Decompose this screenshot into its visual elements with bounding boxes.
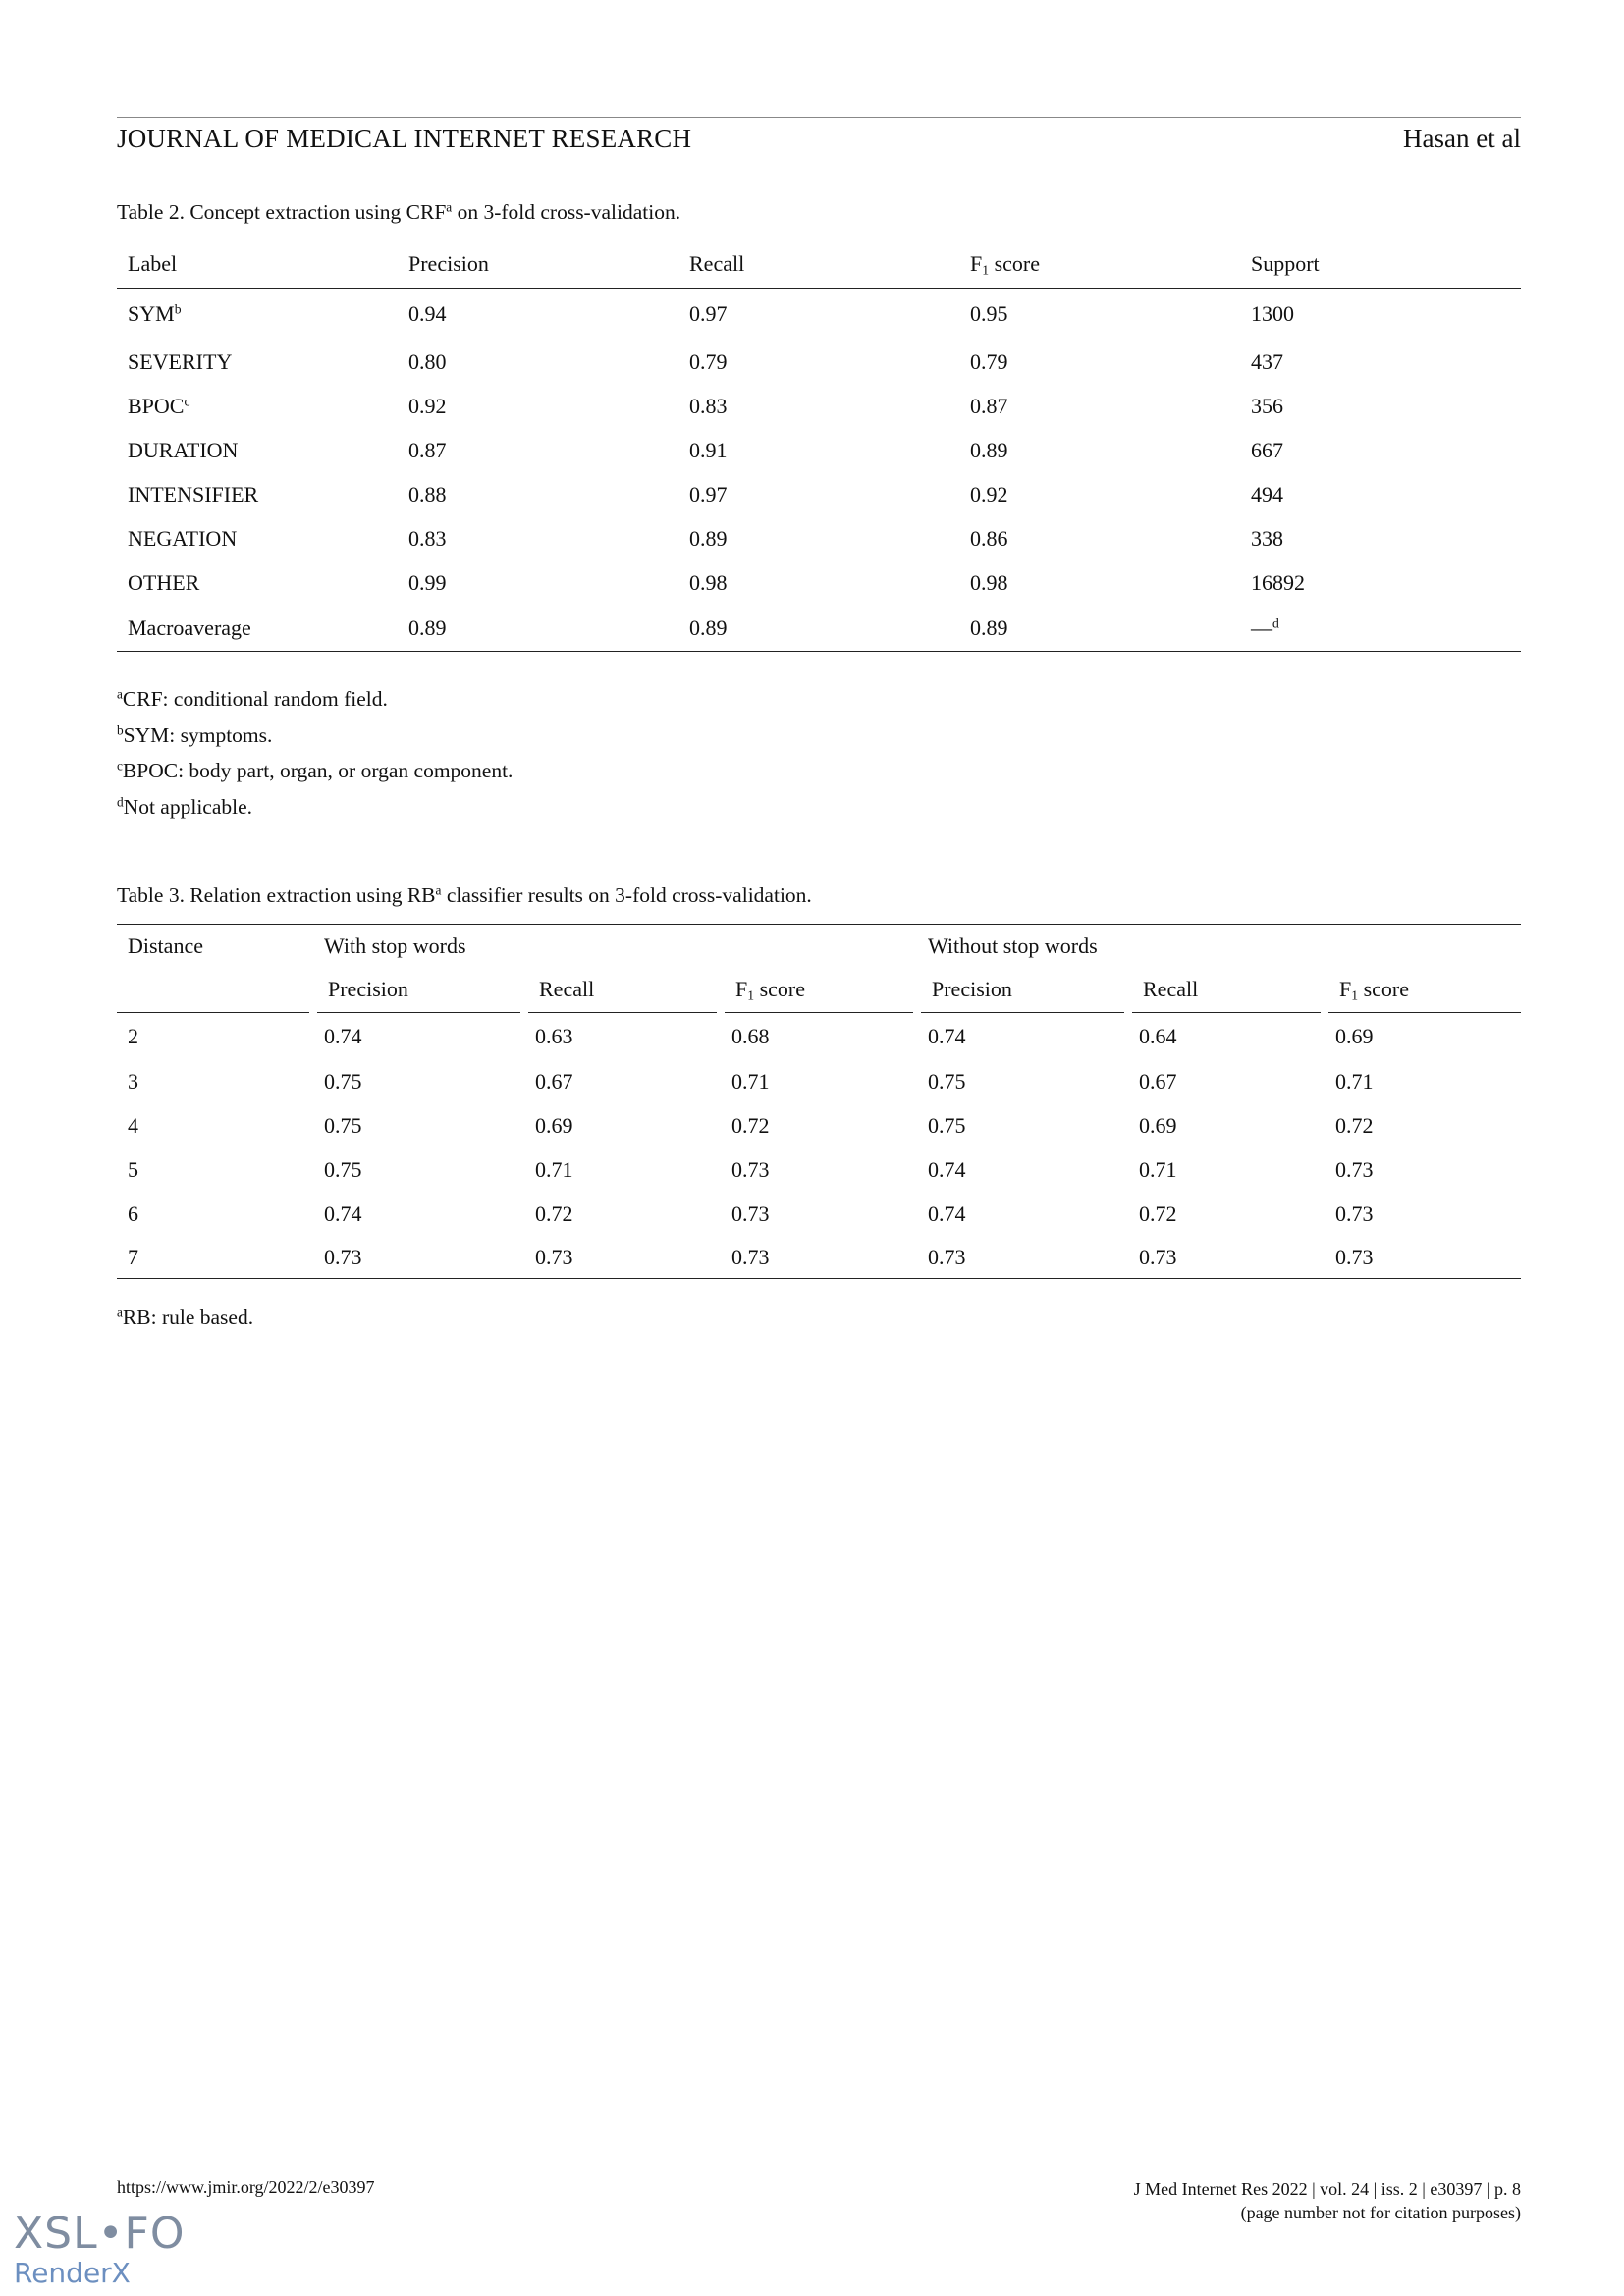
cell-distance: 2: [128, 1023, 138, 1048]
cell-f1: 0.87: [970, 394, 1008, 418]
support-text: 16892: [1251, 570, 1305, 595]
table3-caption: [117, 883, 812, 908]
table-row: [117, 473, 1521, 517]
cell-support: [1240, 289, 1521, 341]
cell-support: [1240, 341, 1521, 385]
footnote-mark: a: [117, 1305, 123, 1320]
table3-col-without-f1: [1325, 968, 1521, 1013]
f1-subscript: 1: [982, 262, 990, 278]
table-row: [117, 1104, 1521, 1148]
table-row: [117, 517, 1521, 561]
table3-caption-text: Table 3. Relation extraction using RB: [117, 883, 436, 907]
cell-label: [117, 429, 398, 473]
table2-col-f1: [959, 240, 1240, 289]
table3-body: [117, 1013, 1521, 1279]
cell-without-f1: 0.73: [1335, 1244, 1374, 1269]
cell-precision: 0.83: [408, 526, 447, 551]
footnote: [117, 723, 513, 760]
logo-renderx: RenderX: [14, 2257, 131, 2289]
table2-header-row: [117, 240, 1521, 289]
cell-without-f1: 0.73: [1335, 1201, 1374, 1226]
cell-without-precision: 0.74: [928, 1157, 966, 1182]
cell-with-recall: 0.72: [535, 1201, 573, 1226]
cell-f1: 0.79: [970, 349, 1008, 374]
cell-label: [117, 561, 398, 606]
support-text: 356: [1251, 394, 1283, 418]
cell-support: [1240, 429, 1521, 473]
citation-note: (page number not for citation purposes): [1240, 2203, 1521, 2222]
cell-without-precision: 0.75: [928, 1113, 966, 1138]
footnote-mark: b: [174, 301, 182, 317]
footer-citation: [1134, 2177, 1521, 2224]
cell-without-recall: 0.73: [1139, 1244, 1177, 1269]
support-text: 494: [1251, 482, 1283, 507]
table3-caption-footnote-mark: a: [435, 882, 442, 898]
table3-col-with-f1: [721, 968, 917, 1013]
page: [117, 0, 1521, 2296]
cell-label: [117, 606, 398, 652]
cell-distance: 6: [128, 1201, 138, 1226]
cell-distance: 4: [128, 1113, 138, 1138]
footnote: [117, 795, 513, 831]
cell-precision: 0.99: [408, 570, 447, 595]
table3-group-with-stop-words: With stop words: [324, 933, 466, 958]
f1-word: score: [994, 251, 1040, 276]
cell-without-precision: 0.75: [928, 1069, 966, 1094]
logo-xsl-fo: XSL•FO: [14, 2209, 186, 2259]
running-authors: Hasan et al: [1403, 124, 1521, 153]
cell-without-precision: 0.74: [928, 1023, 966, 1048]
journal-title: JOURNAL OF MEDICAL INTERNET RESEARCH: [117, 124, 692, 153]
cell-with-f1: 0.73: [731, 1157, 770, 1182]
cell-f1: 0.89: [970, 614, 1008, 640]
table-row: [117, 606, 1521, 652]
cell-label: [117, 473, 398, 517]
support-text: —: [1251, 614, 1272, 640]
table2-footnotes: [117, 687, 513, 830]
cell-recall: 0.97: [689, 482, 728, 507]
cell-without-f1: 0.69: [1335, 1023, 1374, 1048]
label-text: INTENSIFIER: [128, 482, 259, 507]
f1-subscript: 1: [747, 988, 755, 1003]
table2-col-label: Label: [128, 251, 178, 276]
table3-col-with-precision: Precision: [313, 968, 524, 1013]
cell-with-precision: 0.74: [324, 1201, 362, 1226]
table3-group-header-row: [117, 925, 1521, 968]
label-text: BPOC: [128, 394, 185, 418]
cell-recall: 0.97: [689, 301, 728, 327]
cell-precision: 0.94: [408, 301, 447, 327]
footnote-text: BPOC: body part, organ, or organ component.: [122, 759, 514, 782]
table2-caption-text: Table 2. Concept extraction using CRF: [117, 200, 447, 224]
footnote-mark: d: [117, 794, 124, 810]
cell-label: [117, 289, 398, 341]
f1-subscript: 1: [1351, 988, 1359, 1003]
cell-with-precision: 0.75: [324, 1113, 362, 1138]
table3-col-distance: Distance: [128, 933, 203, 958]
f1-prefix: F: [970, 251, 983, 276]
footnote-mark: b: [117, 722, 124, 738]
cell-precision: 0.89: [408, 614, 447, 640]
table3-col-without-recall: Recall: [1128, 968, 1325, 1013]
table-row: [117, 1148, 1521, 1193]
support-text: 667: [1251, 438, 1283, 462]
cell-with-precision: 0.74: [324, 1023, 362, 1048]
table2-caption-text-end: on 3-fold cross-validation.: [452, 200, 681, 224]
table3-footnotes: [117, 1306, 253, 1342]
cell-f1: 0.89: [970, 438, 1008, 462]
cell-distance: 7: [128, 1244, 138, 1269]
cell-with-f1: 0.73: [731, 1244, 770, 1269]
footnote: [117, 687, 513, 723]
support-text: 437: [1251, 349, 1283, 374]
cell-f1: 0.95: [970, 301, 1008, 327]
cell-label: [117, 385, 398, 429]
cell-support: [1240, 561, 1521, 606]
cell-distance: 3: [128, 1069, 138, 1094]
label-text: SYM: [128, 301, 175, 327]
table-row: [117, 1013, 1521, 1060]
cell-without-f1: 0.71: [1335, 1069, 1374, 1094]
table2-caption-footnote-mark: a: [446, 199, 453, 215]
article-url[interactable]: https://www.jmir.org/2022/2/e30397: [117, 2177, 375, 2197]
cell-precision: 0.87: [408, 438, 447, 462]
table-row: [117, 1193, 1521, 1237]
cell-with-precision: 0.75: [324, 1157, 362, 1182]
table2: [117, 240, 1521, 652]
table-row: [117, 1060, 1521, 1104]
f1-prefix: F: [735, 977, 748, 1002]
table2-col-support: Support: [1251, 251, 1320, 276]
table3-group-without-stop-words: Without stop words: [928, 933, 1098, 958]
cell-support: [1240, 606, 1521, 652]
cell-with-recall: 0.63: [535, 1023, 573, 1048]
footnote-text: CRF: conditional random field.: [122, 687, 388, 711]
f1-word: score: [759, 977, 805, 1002]
table3-caption-text-end: classifier results on 3-fold cross-validation.: [441, 883, 812, 907]
table-row: [117, 289, 1521, 341]
support-text: 1300: [1251, 301, 1294, 327]
cell-support: [1240, 517, 1521, 561]
cell-precision: 0.88: [408, 482, 447, 507]
cell-with-recall: 0.67: [535, 1069, 573, 1094]
cell-recall: 0.91: [689, 438, 728, 462]
table-row: [117, 341, 1521, 385]
footnote: [117, 759, 513, 795]
cell-without-f1: 0.73: [1335, 1157, 1374, 1182]
cell-with-precision: 0.73: [324, 1244, 362, 1269]
footnote-mark: c: [184, 394, 190, 409]
table3-col-without-precision: Precision: [917, 968, 1128, 1013]
footnote-text: RB: rule based.: [122, 1306, 254, 1329]
cell-recall: 0.89: [689, 614, 728, 640]
cell-with-recall: 0.73: [535, 1244, 573, 1269]
cell-without-recall: 0.64: [1139, 1023, 1177, 1048]
cell-with-f1: 0.72: [731, 1113, 770, 1138]
cell-precision: 0.80: [408, 349, 447, 374]
label-text: DURATION: [128, 438, 239, 462]
support-text: 338: [1251, 526, 1283, 551]
cell-without-precision: 0.74: [928, 1201, 966, 1226]
cell-label: [117, 517, 398, 561]
table3-col-with-recall: Recall: [524, 968, 721, 1013]
cell-recall: 0.79: [689, 349, 728, 374]
table3-subheader-blank: [117, 968, 313, 1013]
cell-without-recall: 0.67: [1139, 1069, 1177, 1094]
cell-f1: 0.98: [970, 570, 1008, 595]
table-row: [117, 385, 1521, 429]
table2-caption: [117, 200, 680, 225]
label-text: OTHER: [128, 570, 200, 595]
cell-without-precision: 0.73: [928, 1244, 966, 1269]
cell-recall: 0.98: [689, 570, 728, 595]
cell-without-f1: 0.72: [1335, 1113, 1374, 1138]
cell-with-precision: 0.75: [324, 1069, 362, 1094]
table3: [117, 924, 1521, 1279]
cell-label: [117, 341, 398, 385]
cell-without-recall: 0.72: [1139, 1201, 1177, 1226]
cell-with-recall: 0.71: [535, 1157, 573, 1182]
cell-with-f1: 0.73: [731, 1201, 770, 1226]
label-text: NEGATION: [128, 526, 238, 551]
footnote: [117, 1306, 253, 1342]
label-text: Macroaverage: [128, 614, 251, 640]
f1-prefix: F: [1339, 977, 1352, 1002]
cell-recall: 0.89: [689, 526, 728, 551]
cell-without-recall: 0.71: [1139, 1157, 1177, 1182]
cell-with-f1: 0.68: [731, 1023, 770, 1048]
cell-f1: 0.92: [970, 482, 1008, 507]
cell-with-recall: 0.69: [535, 1113, 573, 1138]
table2-col-recall: Recall: [689, 251, 745, 276]
cell-precision: 0.92: [408, 394, 447, 418]
table-row: [117, 429, 1521, 473]
table-row: [117, 561, 1521, 606]
citation-line: J Med Internet Res 2022 | vol. 24 | iss. 2 | e30397 | p. 8: [1133, 2179, 1521, 2199]
cell-support: [1240, 385, 1521, 429]
label-text: SEVERITY: [128, 349, 233, 374]
table2-body: [117, 289, 1521, 652]
cell-recall: 0.83: [689, 394, 728, 418]
footnote-mark: a: [117, 686, 123, 702]
cell-f1: 0.86: [970, 526, 1008, 551]
footnote-mark: c: [117, 758, 123, 774]
footnote-mark: d: [1272, 615, 1279, 631]
cell-distance: 5: [128, 1157, 138, 1182]
table-row: [117, 1237, 1521, 1279]
table2-col-precision: Precision: [408, 251, 489, 276]
cell-support: [1240, 473, 1521, 517]
footnote-text: Not applicable.: [123, 794, 253, 819]
cell-with-f1: 0.71: [731, 1069, 770, 1094]
table3-subheader-row: [117, 968, 1521, 1013]
cell-without-recall: 0.69: [1139, 1113, 1177, 1138]
footnote-text: SYM: symptoms.: [123, 722, 273, 747]
f1-word: score: [1363, 977, 1409, 1002]
header-rule: [117, 117, 1521, 118]
xsl-fo-renderx-logo: [14, 2211, 185, 2289]
